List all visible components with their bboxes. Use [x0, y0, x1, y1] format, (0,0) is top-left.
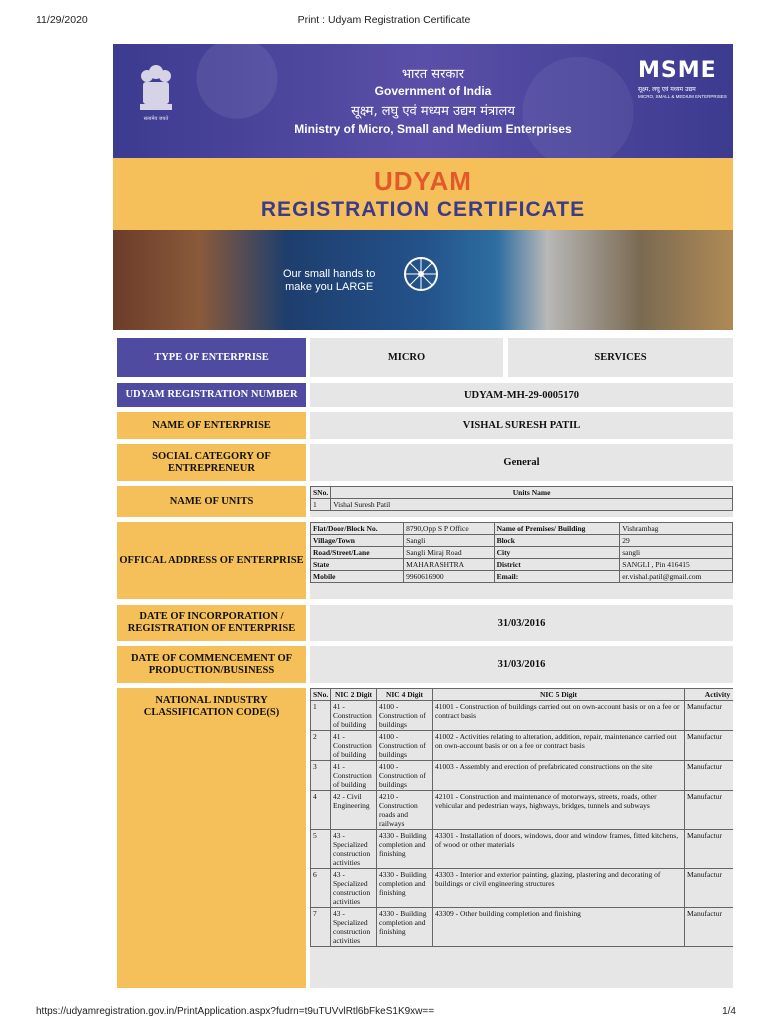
- row-commencement: [117, 646, 733, 683]
- table-row: [311, 830, 734, 869]
- address-key: District: [494, 559, 620, 571]
- nic-table: [310, 688, 733, 947]
- row-social-category: [117, 444, 733, 481]
- nic-cell-value: 43303 - Interior and exterior painting, glazing, plastering and decorating of buildings or civil engineering structures: [433, 869, 685, 908]
- nic-cell-value: Manufactur: [685, 830, 734, 869]
- commencement-label: DATE OF COMMENCEMENT OF PRODUCTION/BUSINESS: [117, 646, 306, 683]
- address-value: Sangli: [404, 535, 494, 547]
- nic-cell-value: 41 - Construction of building: [331, 731, 377, 761]
- row-nic-codes: [117, 688, 733, 988]
- address-cell: [310, 522, 733, 599]
- row-enterprise-name: [117, 412, 733, 439]
- units-label: NAME OF UNITS: [117, 486, 306, 517]
- incorporation-date: 31/03/2016: [310, 605, 733, 641]
- udyam-title: UDYAM: [374, 166, 472, 196]
- nic-cell-value: Manufactur: [685, 761, 734, 791]
- address-key: City: [494, 547, 620, 559]
- msme-hindi: सूक्ष्म, लघु एवं मध्यम उद्यम: [638, 86, 696, 93]
- address-value: MAHARASHTRA: [404, 559, 494, 571]
- table-row: [311, 761, 734, 791]
- hindi-ministry: सूक्ष्म, लघु एवं मध्यम उद्यम मंत्रालय: [351, 104, 515, 119]
- print-title: Print : Udyam Registration Certificate: [297, 14, 471, 26]
- nic-cell-value: 43 - Specialized construction activities: [331, 830, 377, 869]
- table-row: [311, 791, 734, 830]
- chakra-icon: [401, 254, 441, 294]
- enterprise-name-label: NAME OF ENTERPRISE: [117, 412, 306, 439]
- nic-cell-value: 43 - Specialized construction activities: [331, 908, 377, 947]
- address-value: er.vishal.patil@gmail.com: [620, 571, 733, 583]
- government-heading: [283, 44, 583, 136]
- page-number: 1/4: [722, 1006, 736, 1017]
- nic-cell-value: 4330 - Building completion and finishing: [377, 908, 433, 947]
- government-of-india: Government of India: [374, 84, 492, 98]
- udyam-number-value: UDYAM-MH-29-0005170: [310, 383, 733, 407]
- table-row: [311, 571, 733, 583]
- address-value: 29: [620, 535, 733, 547]
- nic-cell-value: 4100 - Construction of buildings: [377, 701, 433, 731]
- nic-cell-value: 43309 - Other building completion and finishing: [433, 908, 685, 947]
- units-cell: [310, 486, 733, 517]
- address-key: Village/Town: [311, 535, 404, 547]
- address-key: Block: [494, 535, 620, 547]
- nic-cell-value: 4210 - Construction roads and railways: [377, 791, 433, 830]
- slogan-line-1: Our small hands to: [283, 268, 376, 280]
- row-incorporation: [117, 605, 733, 641]
- emblem-caption: सत्यमेव जयते: [143, 116, 169, 122]
- nic-cell-value: 3: [311, 761, 331, 791]
- table-row: [311, 731, 734, 761]
- type-of-enterprise-value: MICRO: [310, 338, 503, 377]
- address-value: sangli: [620, 547, 733, 559]
- nic-cell-value: 43301 - Installation of doors, windows, door and window frames, fitted kitchens, of wood or other materials: [433, 830, 685, 869]
- address-table: [310, 522, 733, 583]
- table-row: [311, 499, 733, 511]
- address-key: Email:: [494, 571, 620, 583]
- msme-logo-text: MSME: [638, 58, 717, 83]
- address-value: SANGLI , Pin 416415: [620, 559, 733, 571]
- row-type-of-enterprise: [117, 338, 733, 377]
- units-header-name: Units Name: [331, 487, 733, 499]
- nic-cell-value: Manufactur: [685, 908, 734, 947]
- udyam-title-banner: [113, 158, 733, 230]
- hero-image: [113, 230, 733, 330]
- row-udyam-number: [117, 383, 733, 407]
- row-units: [117, 486, 733, 517]
- table-row: [311, 559, 733, 571]
- unit-sno: 1: [311, 499, 331, 511]
- slogan-line-2: make you LARGE: [285, 281, 374, 293]
- national-emblem-icon: [135, 62, 177, 124]
- row-address: [117, 522, 733, 599]
- table-row: [311, 908, 734, 947]
- address-key: Road/Street/Lane: [311, 547, 404, 559]
- table-row: [311, 869, 734, 908]
- nic-cell-value: 42 - Civil Engineering: [331, 791, 377, 830]
- print-date: 11/29/2020: [36, 14, 88, 26]
- nic-cell-value: 7: [311, 908, 331, 947]
- units-header-row: [311, 487, 733, 499]
- incorporation-label: DATE OF INCORPORATION / REGISTRATION OF ENTERPRISE: [117, 605, 306, 641]
- type-of-enterprise-label: TYPE OF ENTERPRISE: [117, 338, 306, 377]
- ministry-name: Ministry of Micro, Small and Medium Enterprises: [294, 122, 572, 136]
- nic-cell-value: 41002 - Activities relating to alteration, addition, repair, maintenance carried out on own-account basis or on a fee or contract basis: [433, 731, 685, 761]
- table-row: [311, 547, 733, 559]
- government-banner: [113, 44, 733, 158]
- address-label: OFFICAL ADDRESS OF ENTERPRISE: [117, 522, 306, 599]
- nic-cell-value: 6: [311, 869, 331, 908]
- nic-cell-value: 41003 - Assembly and erection of prefabricated constructions on the site: [433, 761, 685, 791]
- nic-cell-value: Manufactur: [685, 731, 734, 761]
- address-value: Vishrambag: [620, 523, 733, 535]
- nic-header-cell: NIC 4 Digit: [377, 689, 433, 701]
- nic-cell-value: 4330 - Building completion and finishing: [377, 830, 433, 869]
- nic-cell-value: 4: [311, 791, 331, 830]
- msme-logo: [638, 58, 733, 99]
- nic-header-cell: NIC 2 Digit: [331, 689, 377, 701]
- slogan: [283, 268, 375, 294]
- nic-header-cell: SNo.: [311, 689, 331, 701]
- nic-cell-value: Manufactur: [685, 701, 734, 731]
- registration-certificate-title: REGISTRATION CERTIFICATE: [260, 198, 586, 221]
- address-value: 8790,Opp S P Office: [404, 523, 494, 535]
- nic-cell-value: 2: [311, 731, 331, 761]
- address-key: Flat/Door/Block No.: [311, 523, 404, 535]
- social-category-label: SOCIAL CATEGORY OF ENTREPRENEUR: [117, 444, 306, 481]
- units-table: [310, 486, 733, 511]
- nic-cell-value: 4100 - Construction of buildings: [377, 731, 433, 761]
- commencement-date: 31/03/2016: [310, 646, 733, 683]
- nic-cell-value: Manufactur: [685, 791, 734, 830]
- nic-cell-value: 41001 - Construction of buildings carried out on own-account basis or on a fee or contract basis: [433, 701, 685, 731]
- address-key: Name of Premises/ Building: [494, 523, 620, 535]
- table-row: [311, 535, 733, 547]
- nic-cell: [310, 688, 733, 988]
- social-category-value: General: [310, 444, 733, 481]
- enterprise-name-value: VISHAL SURESH PATIL: [310, 412, 733, 439]
- nic-cell-value: Manufactur: [685, 869, 734, 908]
- nic-cell-value: 1: [311, 701, 331, 731]
- units-header-sno: SNo.: [311, 487, 331, 499]
- unit-name: Vishal Suresh Patil: [331, 499, 733, 511]
- table-row: [311, 701, 734, 731]
- nic-cell-value: 41 - Construction of building: [331, 701, 377, 731]
- certificate: [113, 44, 733, 330]
- nic-label: NATIONAL INDUSTRY CLASSIFICATION CODE(S): [117, 688, 306, 988]
- print-url: https://udyamregistration.gov.in/PrintApplication.aspx?fudrn=t9uTUVvlRtl6bFkeS1K9xw==: [36, 1006, 435, 1017]
- nic-header-cell: NIC 5 Digit: [433, 689, 685, 701]
- nic-header-cell: Activity: [685, 689, 734, 701]
- nic-cell-value: 4100 - Construction of buildings: [377, 761, 433, 791]
- hindi-government: भारत सरकार: [401, 67, 465, 82]
- address-value: 9960616900: [404, 571, 494, 583]
- address-value: Sangli Miraj Road: [404, 547, 494, 559]
- msme-subtitle: MICRO, SMALL & MEDIUM ENTERPRISES: [638, 94, 727, 99]
- address-key: State: [311, 559, 404, 571]
- nic-header-row: [311, 689, 734, 701]
- type-of-enterprise-value-2: SERVICES: [508, 338, 733, 377]
- address-key: Mobile: [311, 571, 404, 583]
- udyam-number-label: UDYAM REGISTRATION NUMBER: [117, 383, 306, 407]
- nic-cell-value: 5: [311, 830, 331, 869]
- table-row: [311, 523, 733, 535]
- nic-cell-value: 4330 - Building completion and finishing: [377, 869, 433, 908]
- nic-cell-value: 41 - Construction of building: [331, 761, 377, 791]
- nic-cell-value: 42101 - Construction and maintenance of motorways, streets, roads, other vehicular and pedestrian ways, highways, bridges, tunnels and subways: [433, 791, 685, 830]
- nic-cell-value: 43 - Specialized construction activities: [331, 869, 377, 908]
